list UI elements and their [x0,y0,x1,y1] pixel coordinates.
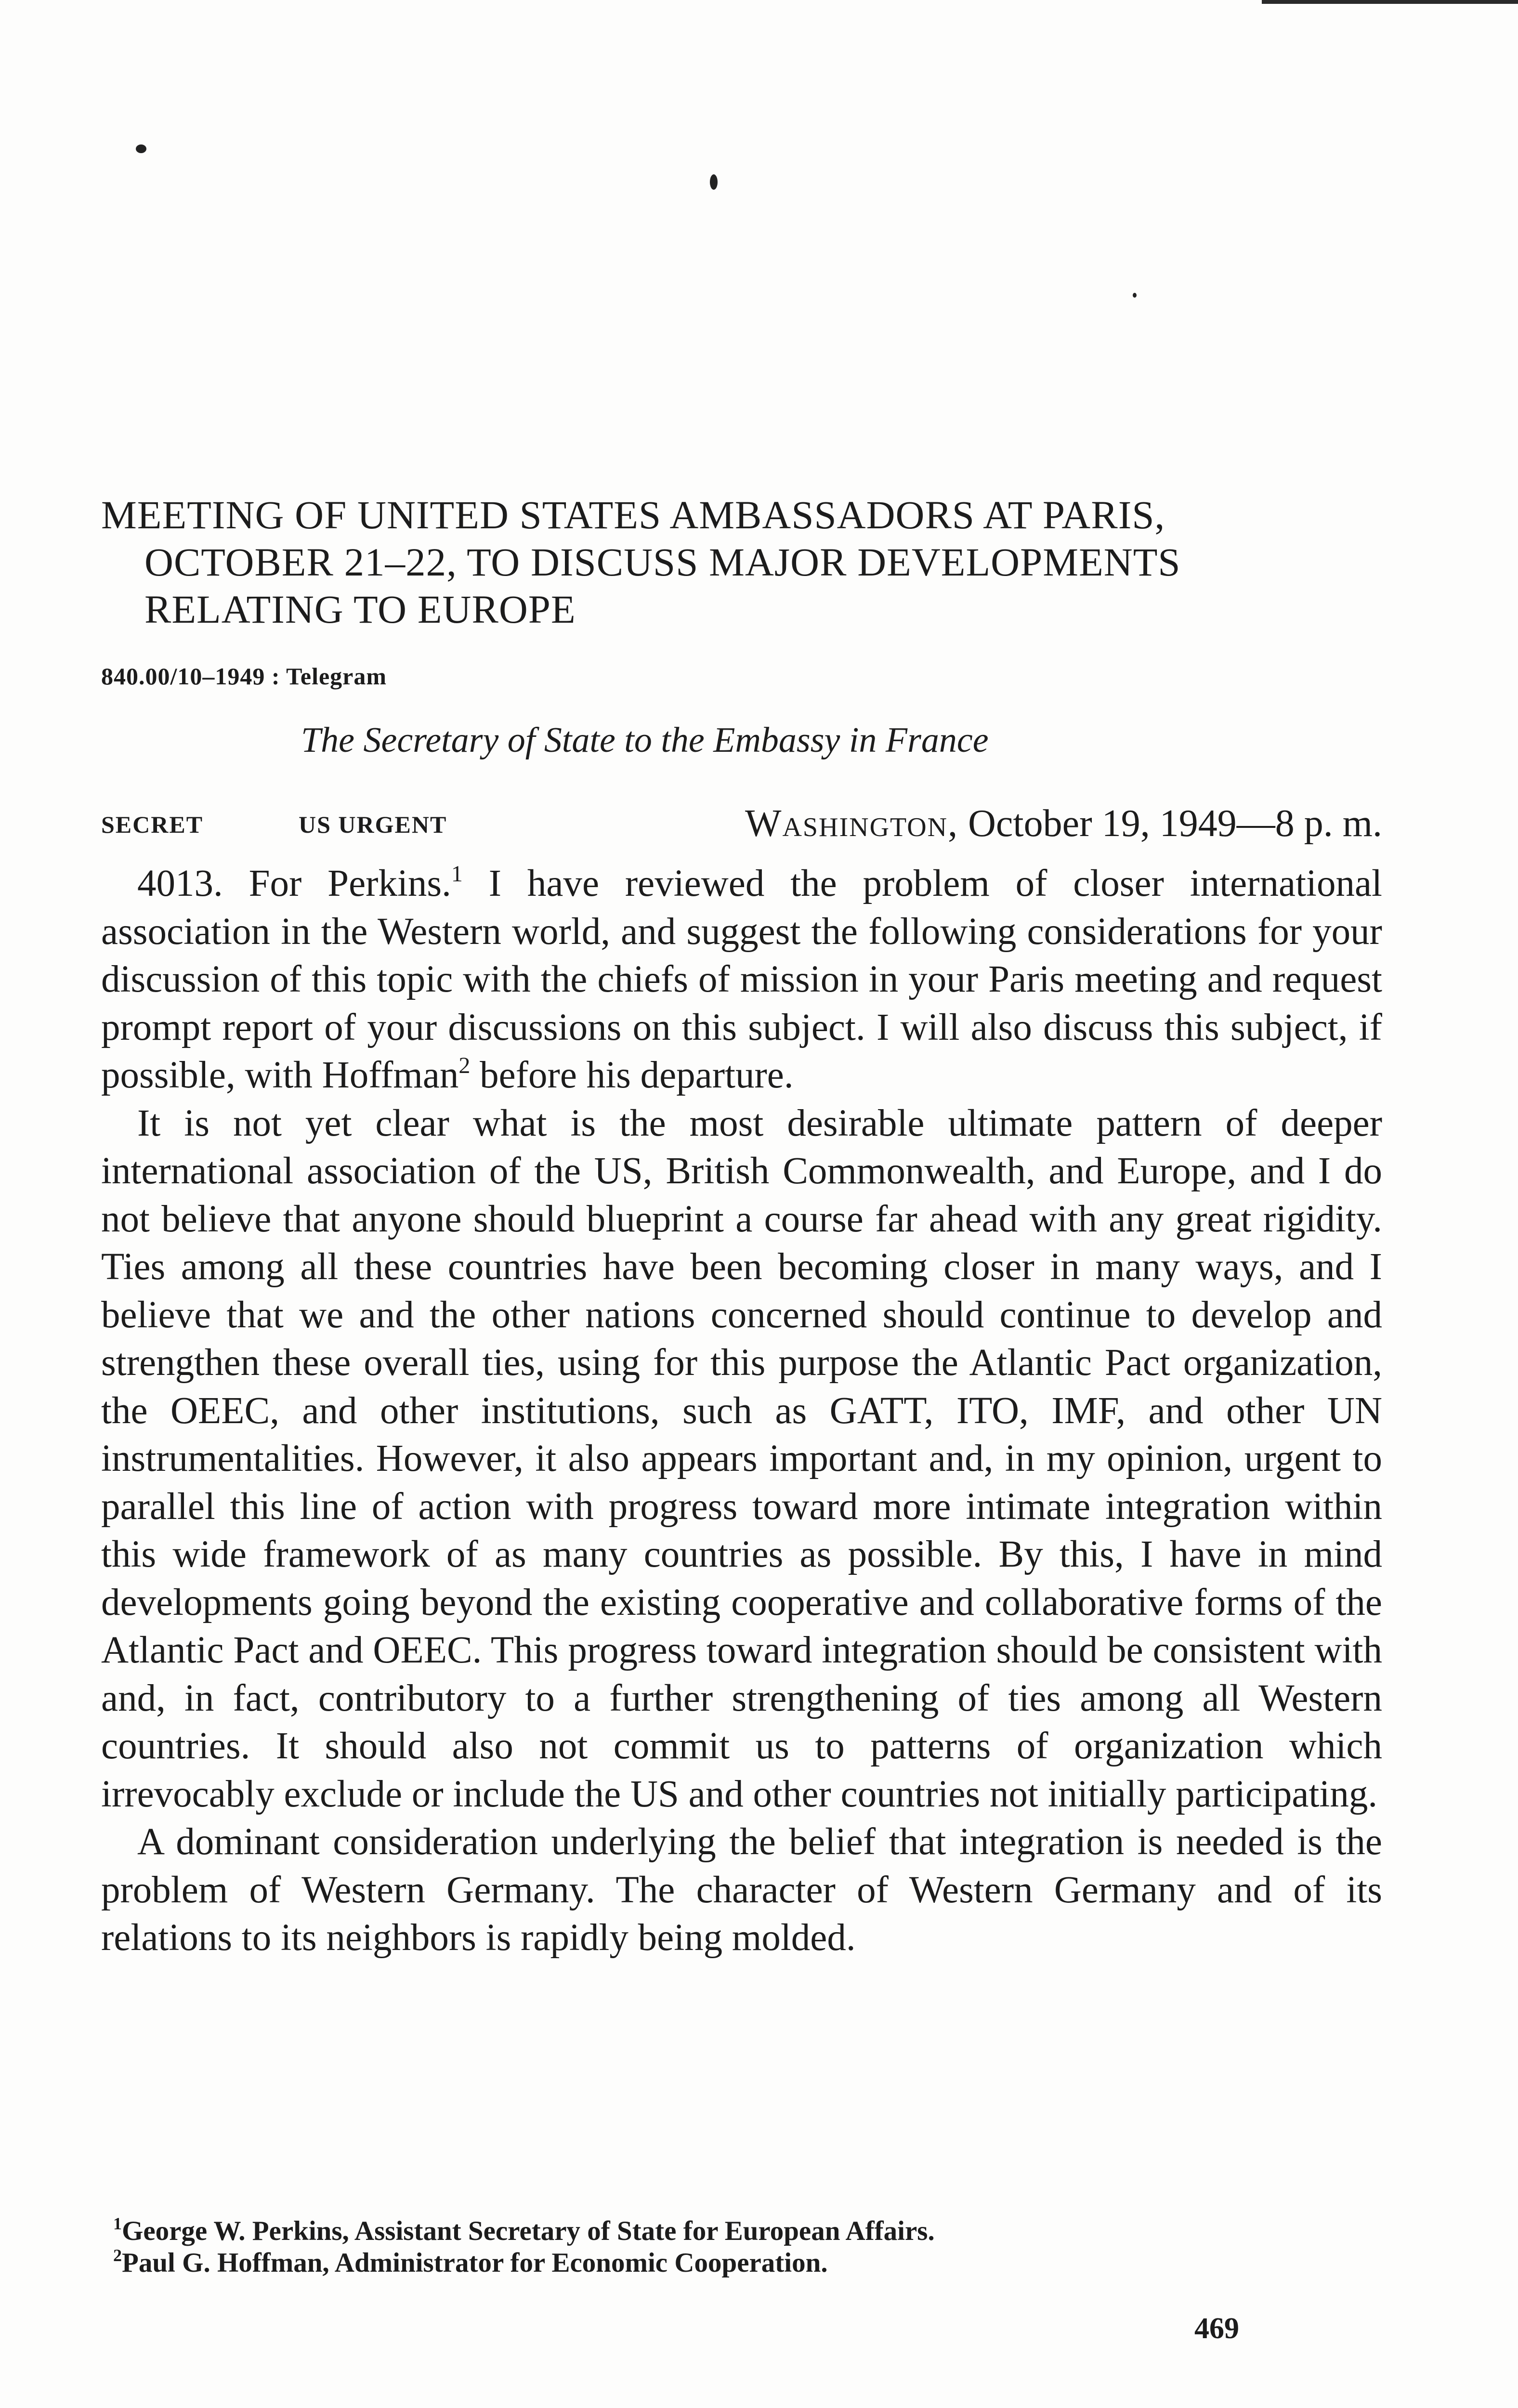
page-number: 469 [1194,2312,1239,2345]
scan-speck [136,144,146,153]
paragraph-text: before his departure. [470,1054,794,1096]
scan-speck [1133,293,1137,298]
title-line-2: OCTOBER 21–22, TO DISCUSS MAJOR DEVELOPMENTS [144,540,1181,584]
telegram-header [101,802,1382,850]
footnote-mark: 1 [113,2214,122,2233]
dateline [745,802,1382,846]
document-heading: The Secretary of State to the Embassy in France [301,720,989,760]
top-edge-rule [1262,0,1518,4]
footnote-mark: 2 [113,2246,122,2265]
file-reference: 840.00/10–1949 : Telegram [101,663,387,690]
footnotes [101,2215,1382,2279]
dateline-date: October 19, 1949—8 p. m. [958,802,1382,845]
section-title [101,491,1401,633]
footnote-text: George W. Perkins, Assistant Secretary of State for European Affairs. [122,2216,935,2246]
footnote-1 [101,2215,1382,2247]
paragraph-2: It is not yet clear what is the most desirable ultimate pattern of deeper international association of the US, British Commonwealth, and Europe, and I do not believe that anyone should blueprint a course far ahead with any great rigidity. Ties among all these countries have been becoming closer in many ways, and I believe that we and the other nations concerned should continue to develop and strengthen these overall ties, using for this purpose the Atlantic Pact organization, the OEEC, and other institutions, such as GATT, ITO, IMF, and other UN instrumentalities. However, it also appears important and, in my opinion, urgent to parallel this line of action with progress toward more intimate integration within this wide framework of as many countries as possible. By this, I have in mind developments going beyond the existing cooperative and collaborative forms of the Atlantic Pact and OEEC. This progress toward integration should be consistent with and, in fact, contributory to a further strengthening of ties among all Western countries. It should also not commit us to patterns of organization which irrevocably exclude or include the US and other countries not initially participating. [101,1102,1382,1815]
priority-label: US URGENT [299,811,447,838]
paragraph-1 [101,860,1382,1099]
footnote-ref: 1 [451,861,463,887]
scan-speck [710,174,718,190]
paragraph-text: I have reviewed the problem of closer international association in the Western world, and suggest the following considerations for your discussion of this topic with the chiefs of mission in your Paris meeting and request prompt report of your discussions on this subject. I will also discuss this subject, if possible, with Hoffman [101,863,1382,1096]
telegram-body [101,860,1382,1962]
title-line-1: MEETING OF UNITED STATES AMBASSADORS AT PARIS, [101,493,1165,537]
telegram-number: 4013. For Perkins. [137,863,451,904]
footnote-text: Paul G. Hoffman, Administrator for Economic Cooperation. [122,2248,828,2278]
dateline-place: Washington, [745,802,959,845]
classification-label: SECRET [101,811,204,838]
paragraph-3: A dominant consideration underlying the belief that integration is needed is the problem of Western Germany. The character of Western Germany and of its relations to its neighbors is rapidly being molded. [101,1821,1382,1959]
footnote-2 [101,2247,1382,2279]
footnote-ref: 2 [458,1053,471,1078]
title-line-3: RELATING TO EUROPE [144,587,576,631]
